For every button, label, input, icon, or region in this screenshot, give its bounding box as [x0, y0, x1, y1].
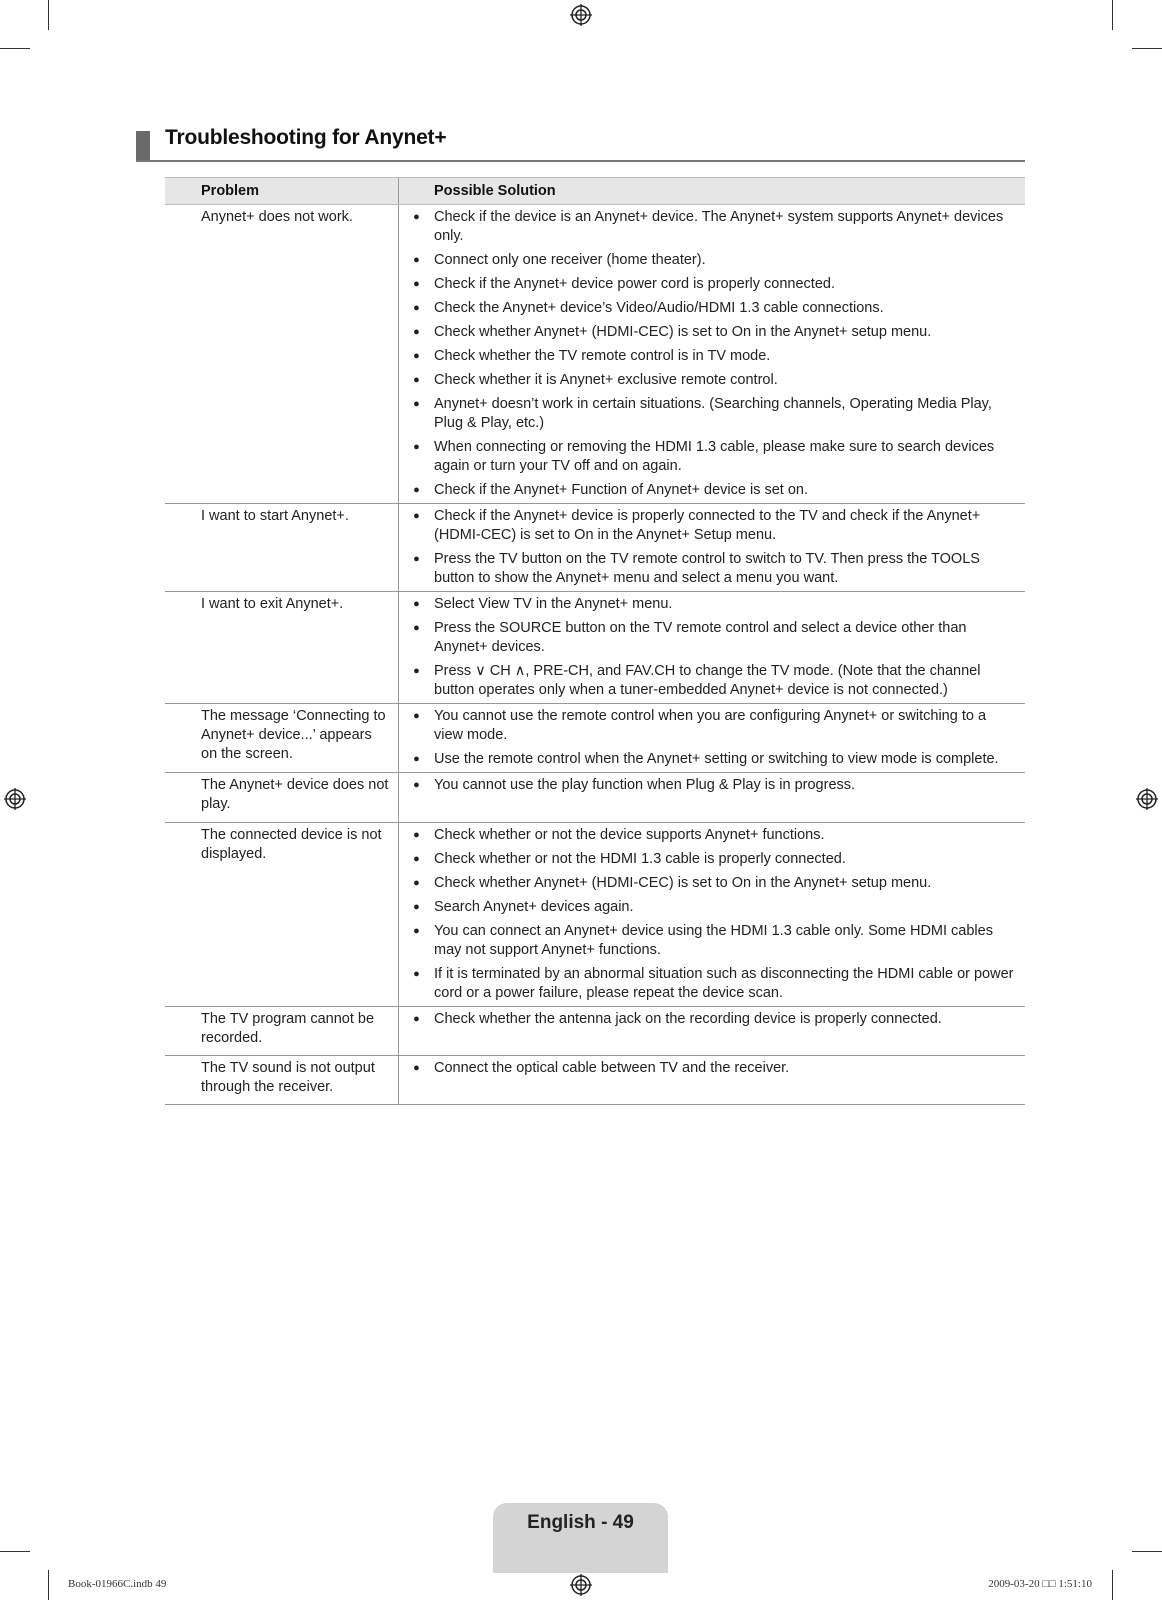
table-row: [165, 1007, 1025, 1056]
solution-text: Connect the optical cable between TV and the receiver.: [434, 1060, 790, 1076]
bullet-icon: ●: [413, 441, 420, 453]
solution-text: Check if the Anynet+ Function of Anynet+ device is set on.: [434, 482, 809, 498]
bullet-icon: ●: [413, 925, 420, 937]
solution-text: You can connect an Anynet+ device using the HDMI 1.3 cable only. Some HDMI cables may not support Anynet+ functions.: [434, 923, 993, 958]
solution-item: [399, 750, 1017, 769]
table-row: [165, 1056, 1025, 1105]
solution-text: Check whether it is Anynet+ exclusive remote control.: [434, 372, 778, 388]
solution-item: [399, 850, 1017, 869]
solution-item: [399, 707, 1017, 745]
solution-text: Press the TV button on the TV remote control to switch to TV. Then press the TOOLS button to show the Anynet+ menu and select a menu you want.: [434, 551, 980, 586]
bullet-icon: ●: [413, 510, 420, 522]
solution-text: When connecting or removing the HDMI 1.3 cable, please make sure to search devices again or turn your TV off and on again.: [434, 439, 995, 474]
solution-text: Check if the Anynet+ device power cord is properly connected.: [434, 276, 835, 292]
crop-mark: [1112, 0, 1113, 30]
bullet-icon: ●: [413, 710, 420, 722]
solution-item: [399, 395, 1017, 433]
solution-text: Check if the device is an Anynet+ device. The Anynet+ system supports Anynet+ devices only.: [434, 209, 1004, 244]
bullet-icon: ●: [413, 553, 420, 565]
solution-item: [399, 965, 1017, 1003]
solution-cell: [399, 592, 1025, 703]
bullet-icon: ●: [413, 968, 420, 980]
bullet-icon: ●: [413, 901, 420, 913]
solution-text: Check whether the TV remote control is in TV mode.: [434, 348, 771, 364]
table-row: [165, 504, 1025, 592]
registration-mark-icon: [4, 788, 26, 810]
solution-text: Search Anynet+ devices again.: [434, 899, 634, 915]
bullet-icon: ●: [413, 622, 420, 634]
timestamp-slug: 2009-03-20 □□ 1:51:10: [988, 1578, 1092, 1590]
bullet-icon: ●: [413, 1013, 420, 1025]
bullet-icon: ●: [413, 484, 420, 496]
solution-cell: [399, 1007, 1025, 1055]
bullet-icon: ●: [413, 1062, 420, 1074]
solution-item: [399, 898, 1017, 917]
title-rule: [136, 160, 1025, 162]
solution-item: [399, 826, 1017, 845]
header-problem: Problem: [165, 178, 399, 204]
crop-mark: [1112, 1570, 1113, 1600]
solution-item: [399, 550, 1017, 588]
bullet-icon: ●: [413, 254, 420, 266]
crop-mark: [1132, 1551, 1162, 1552]
table-row: [165, 205, 1025, 504]
problem-cell: I want to start Anynet+.: [165, 504, 399, 591]
bullet-icon: ●: [413, 211, 420, 223]
problem-cell: The TV sound is not output through the receiver.: [165, 1056, 399, 1104]
solution-text: Use the remote control when the Anynet+ setting or switching to view mode is complete.: [434, 751, 999, 767]
bullet-icon: ●: [413, 374, 420, 386]
file-slug: Book-01966C.indb 49: [68, 1578, 167, 1590]
bullet-icon: ●: [413, 398, 420, 410]
problem-cell: I want to exit Anynet+.: [165, 592, 399, 703]
bullet-icon: ●: [413, 877, 420, 889]
table-header: [165, 177, 1025, 205]
solution-item: [399, 347, 1017, 366]
solution-item: [399, 371, 1017, 390]
table-row: [165, 773, 1025, 823]
solution-text: Check whether or not the HDMI 1.3 cable is properly connected.: [434, 851, 846, 867]
solution-item: [399, 275, 1017, 294]
solution-cell: [399, 504, 1025, 591]
solution-text: If it is terminated by an abnormal situation such as disconnecting the HDMI cable or power cord or a power failure, please repeat the device scan.: [434, 966, 1014, 1001]
solution-item: [399, 299, 1017, 318]
solution-item: [399, 595, 1017, 614]
solution-cell: [399, 823, 1025, 1006]
crop-mark: [48, 0, 49, 30]
crop-mark: [0, 1551, 30, 1552]
registration-mark-icon: [570, 4, 592, 26]
table-row: [165, 704, 1025, 773]
table-body: [165, 205, 1025, 1105]
solution-cell: [399, 704, 1025, 772]
solution-text: Check whether Anynet+ (HDMI-CEC) is set to On in the Anynet+ setup menu.: [434, 875, 932, 891]
crop-mark: [1132, 48, 1162, 49]
bullet-icon: ●: [413, 598, 420, 610]
solution-text: Check whether the antenna jack on the recording device is properly connected.: [434, 1011, 942, 1027]
crop-mark: [48, 1570, 49, 1600]
problem-cell: The Anynet+ device does not play.: [165, 773, 399, 822]
table-row: [165, 592, 1025, 704]
solution-item: [399, 208, 1017, 246]
solution-text: Check whether Anynet+ (HDMI-CEC) is set to On in the Anynet+ setup menu.: [434, 324, 932, 340]
solution-text: Press ∨ CH ∧, PRE-CH, and FAV.CH to change the TV mode. (Note that the channel button operates only when a tuner-embedded Anynet+ device is not connected.): [434, 663, 981, 698]
solution-cell: [399, 1056, 1025, 1104]
bullet-icon: ●: [413, 302, 420, 314]
solution-item: [399, 481, 1017, 500]
solution-text: Check the Anynet+ device’s Video/Audio/HDMI 1.3 cable connections.: [434, 300, 884, 316]
solution-text: Press the SOURCE button on the TV remote control and select a device other than Anynet+ devices.: [434, 620, 967, 655]
solution-item: [399, 776, 1017, 795]
solution-text: You cannot use the play function when Plug & Play is in progress.: [434, 777, 856, 793]
solution-text: Connect only one receiver (home theater).: [434, 252, 706, 268]
bullet-icon: ●: [413, 350, 420, 362]
solution-item: [399, 922, 1017, 960]
solution-item: [399, 507, 1017, 545]
registration-mark-icon: [1136, 788, 1158, 810]
table-row: [165, 823, 1025, 1007]
problem-cell: The connected device is not displayed.: [165, 823, 399, 1006]
problem-cell: The TV program cannot be recorded.: [165, 1007, 399, 1055]
page-number: English - 49: [527, 1512, 634, 1533]
troubleshooting-table: [165, 177, 1025, 1105]
solution-item: [399, 874, 1017, 893]
title-accent-bar: [136, 131, 150, 160]
solution-item: [399, 251, 1017, 270]
solution-text: Check if the Anynet+ device is properly connected to the TV and check if the Anynet+ (HDMI-CEC) is set to On in the Anynet+ Setup menu.: [434, 508, 981, 543]
solution-text: You cannot use the remote control when you are configuring Anynet+ or switching to a view mode.: [434, 708, 987, 743]
problem-cell: The message ‘Connecting to Anynet+ device...’ appears on the screen.: [165, 704, 399, 772]
solution-item: [399, 1059, 1017, 1078]
bullet-icon: ●: [413, 853, 420, 865]
bullet-icon: ●: [413, 753, 420, 765]
solution-item: [399, 323, 1017, 342]
solution-item: [399, 438, 1017, 476]
solution-cell: [399, 773, 1025, 822]
page-title: Troubleshooting for Anynet+: [165, 126, 447, 149]
crop-mark: [0, 48, 30, 49]
solution-text: Check whether or not the device supports Anynet+ functions.: [434, 827, 825, 843]
problem-cell: Anynet+ does not work.: [165, 205, 399, 503]
header-solution: Possible Solution: [434, 183, 556, 199]
bullet-icon: ●: [413, 665, 420, 677]
bullet-icon: ●: [413, 779, 420, 791]
solution-text: Anynet+ doesn’t work in certain situations. (Searching channels, Operating Media Play, Plug & Play, etc.): [434, 396, 992, 431]
registration-mark-icon: [570, 1574, 592, 1596]
solution-text: Select View TV in the Anynet+ menu.: [434, 596, 673, 612]
solution-cell: [399, 205, 1025, 503]
bullet-icon: ●: [413, 829, 420, 841]
bullet-icon: ●: [413, 278, 420, 290]
solution-item: [399, 662, 1017, 700]
solution-item: [399, 619, 1017, 657]
solution-item: [399, 1010, 1017, 1029]
bullet-icon: ●: [413, 326, 420, 338]
